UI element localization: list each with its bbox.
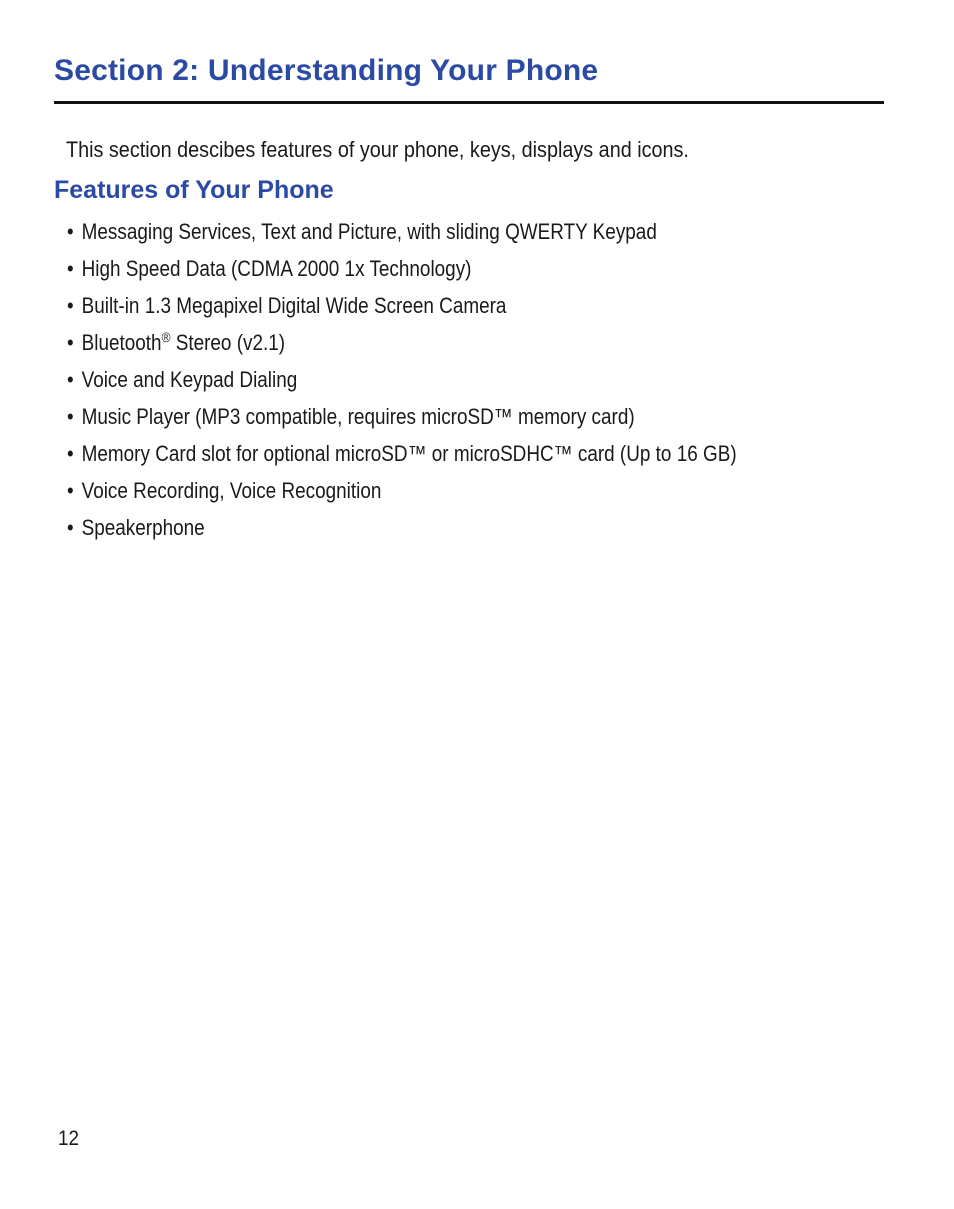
- features-heading: Features of Your Phone: [54, 176, 334, 204]
- bullet-icon: •: [67, 367, 74, 392]
- list-item: [67, 435, 737, 472]
- page-number: 12: [58, 1127, 80, 1150]
- feature-text: High Speed Data (CDMA 2000 1x Technology): [81, 256, 472, 281]
- intro-paragraph: This section descibes features of your phone, keys, displays and icons.: [66, 137, 689, 162]
- bullet-icon: •: [67, 404, 74, 429]
- list-item: [67, 398, 737, 435]
- bullet-icon: •: [67, 330, 74, 355]
- bullet-icon: •: [67, 478, 74, 503]
- feature-text: Built-in 1.3 Megapixel Digital Wide Screen Camera: [81, 293, 507, 318]
- title-divider: [54, 101, 884, 104]
- bullet-icon: •: [67, 293, 74, 318]
- list-item: [67, 472, 737, 509]
- feature-text: Memory Card slot for optional microSD™ or microSDHC™ card (Up to 16 GB): [81, 441, 737, 466]
- bullet-icon: •: [67, 441, 74, 466]
- section-title: Section 2: Understanding Your Phone: [54, 54, 599, 87]
- list-item: [67, 509, 737, 546]
- bullet-icon: •: [67, 515, 74, 540]
- registered-mark: ®: [161, 329, 171, 345]
- list-item: [67, 324, 737, 361]
- list-item: [67, 361, 737, 398]
- feature-text: Speakerphone: [81, 515, 205, 540]
- list-item: [67, 287, 737, 324]
- feature-text: Messaging Services, Text and Picture, with sliding QWERTY Keypad: [81, 219, 657, 244]
- bullet-icon: •: [67, 219, 74, 244]
- bullet-icon: •: [67, 256, 74, 281]
- features-list: [67, 213, 846, 546]
- feature-text: Music Player (MP3 compatible, requires microSD™ memory card): [81, 404, 635, 429]
- feature-text: Voice and Keypad Dialing: [81, 367, 298, 392]
- feature-text: Voice Recording, Voice Recognition: [81, 478, 382, 503]
- list-item: [67, 250, 737, 287]
- feature-text: Bluetooth: [81, 330, 162, 355]
- list-item: [67, 213, 737, 250]
- feature-text-suffix: Stereo (v2.1): [170, 330, 286, 355]
